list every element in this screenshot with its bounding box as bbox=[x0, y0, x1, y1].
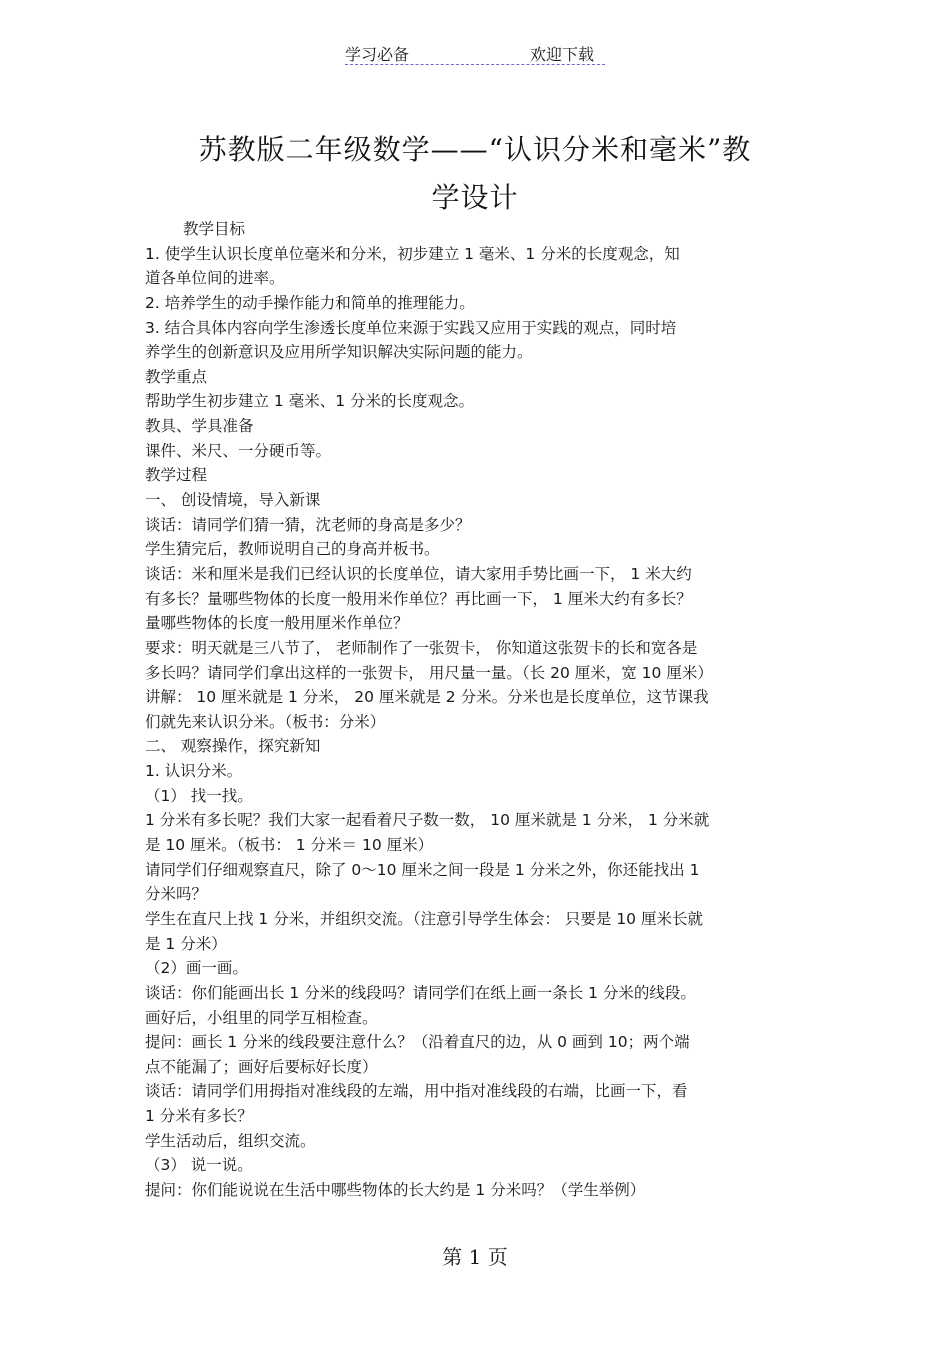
text-line: （1） 找一找。 bbox=[145, 786, 253, 805]
text-line: 学生猜完后，教师说明自己的身高并板书。 bbox=[145, 540, 440, 559]
text-line: 1. 使学生认识长度单位毫米和分米，初步建立 1 毫米、1 分米的长度观念，知 bbox=[145, 244, 680, 263]
text-line: 要求：明天就是三八节了， 老师制作了一张贺卡， 你知道这张贺卡的长和宽各是 bbox=[145, 638, 698, 657]
document-body bbox=[145, 217, 815, 1203]
text-line: 量哪些物体的长度一般用厘米作单位？ bbox=[145, 614, 409, 633]
text-line: 帮助学生初步建立 1 毫米、1 分米的长度观念。 bbox=[145, 392, 475, 411]
text-line: 课件、米尺、一分硬币等。 bbox=[145, 441, 332, 460]
text-line: 提问：你们能说说在生活中哪些物体的长大约是 1 分米吗？（学生举例） bbox=[145, 1180, 646, 1199]
section-heading: 教学重点 bbox=[145, 367, 208, 386]
text-line: 是 10 厘米。（板书： 1 分米＝ 10 厘米） bbox=[145, 836, 434, 855]
text-line: 谈话：请同学们猜一猜，沈老师的身高是多少？ bbox=[145, 515, 471, 534]
header-left-text: 学习必备 bbox=[345, 45, 410, 64]
text-line: 道各单位间的进率。 bbox=[145, 269, 285, 288]
text-line: 谈话：请同学们用拇指对准线段的左端，用中指对准线段的右端，比画一下，看 bbox=[145, 1082, 688, 1101]
text-line: 3. 结合具体内容向学生渗透长度单位来源于实践又应用于实践的观点，同时培 bbox=[145, 318, 677, 337]
text-line: 1 分米有多长呢？我们大家一起看着尺子数一数， 10 厘米就是 1 分米， 1 分米就 bbox=[145, 811, 710, 830]
text-line: 谈话：你们能画出长 1 分米的线段吗？请同学们在纸上画一条长 1 分米的线段。 bbox=[145, 983, 696, 1002]
text-line: （3） 说一说。 bbox=[145, 1156, 253, 1175]
section-heading: 教学过程 bbox=[145, 466, 208, 485]
header-right-text: 欢迎下载 bbox=[530, 45, 595, 64]
text-line: 1. 认识分米。 bbox=[145, 762, 243, 781]
text-line: 多长吗？请同学们拿出这样的一张贺卡， 用尺量一量。（长 20 厘米，宽 10 厘米） bbox=[145, 663, 713, 682]
document-title-line-2: 学设计 bbox=[431, 181, 519, 214]
text-line: （2）画一画。 bbox=[145, 959, 248, 978]
text-line: 谈话：米和厘米是我们已经认识的长度单位，请大家用手势比画一下， 1 米大约 bbox=[145, 564, 692, 583]
section-heading: 教具、学具准备 bbox=[145, 417, 254, 436]
text-line: 有多长？量哪些物体的长度一般用米作单位？再比画一下， 1 厘米大约有多长？ bbox=[145, 589, 692, 608]
text-line: 请同学们仔细观察直尺，除了 0～10 厘米之间一段是 1 分米之外，你还能找出 1 bbox=[145, 860, 700, 879]
document-title-line-1: 苏教版二年级数学——“认识分米和毫米”教 bbox=[198, 133, 752, 166]
text-line: 是 1 分米） bbox=[145, 934, 227, 953]
text-line: 学生活动后，组织交流。 bbox=[145, 1131, 316, 1150]
text-line: 1 分米有多长？ bbox=[145, 1107, 253, 1126]
text-line: 分米吗？ bbox=[145, 885, 208, 904]
text-line: 养学生的创新意识及应用所学知识解决实际问题的能力。 bbox=[145, 343, 533, 362]
subsection-heading: 二、 观察操作，探究新知 bbox=[145, 737, 321, 756]
section-heading: 教学目标 bbox=[183, 220, 246, 238]
page-header bbox=[345, 40, 605, 65]
text-line: 点不能漏了；画好后要标好长度） bbox=[145, 1057, 378, 1076]
text-line: 提问：画长 1 分米的线段要注意什么？（沿着直尺的边，从 0 画到 10；两个端 bbox=[145, 1033, 690, 1052]
text-line: 2. 培养学生的动手操作能力和简单的推理能力。 bbox=[145, 293, 475, 312]
text-line: 讲解： 10 厘米就是 1 分米， 20 厘米就是 2 分米。分米也是长度单位，这节课我 bbox=[145, 688, 709, 707]
subsection-heading: 一、 创设情境，导入新课 bbox=[145, 491, 321, 510]
page-number: 第 1 页 bbox=[442, 1245, 508, 1269]
text-line: 们就先来认识分米。（板书：分米） bbox=[145, 712, 386, 731]
text-line: 学生在直尺上找 1 分米，并组织交流。（注意引导学生体会： 只要是 10 厘米长就 bbox=[145, 909, 703, 928]
text-line: 画好后，小组里的同学互相检查。 bbox=[145, 1008, 378, 1027]
